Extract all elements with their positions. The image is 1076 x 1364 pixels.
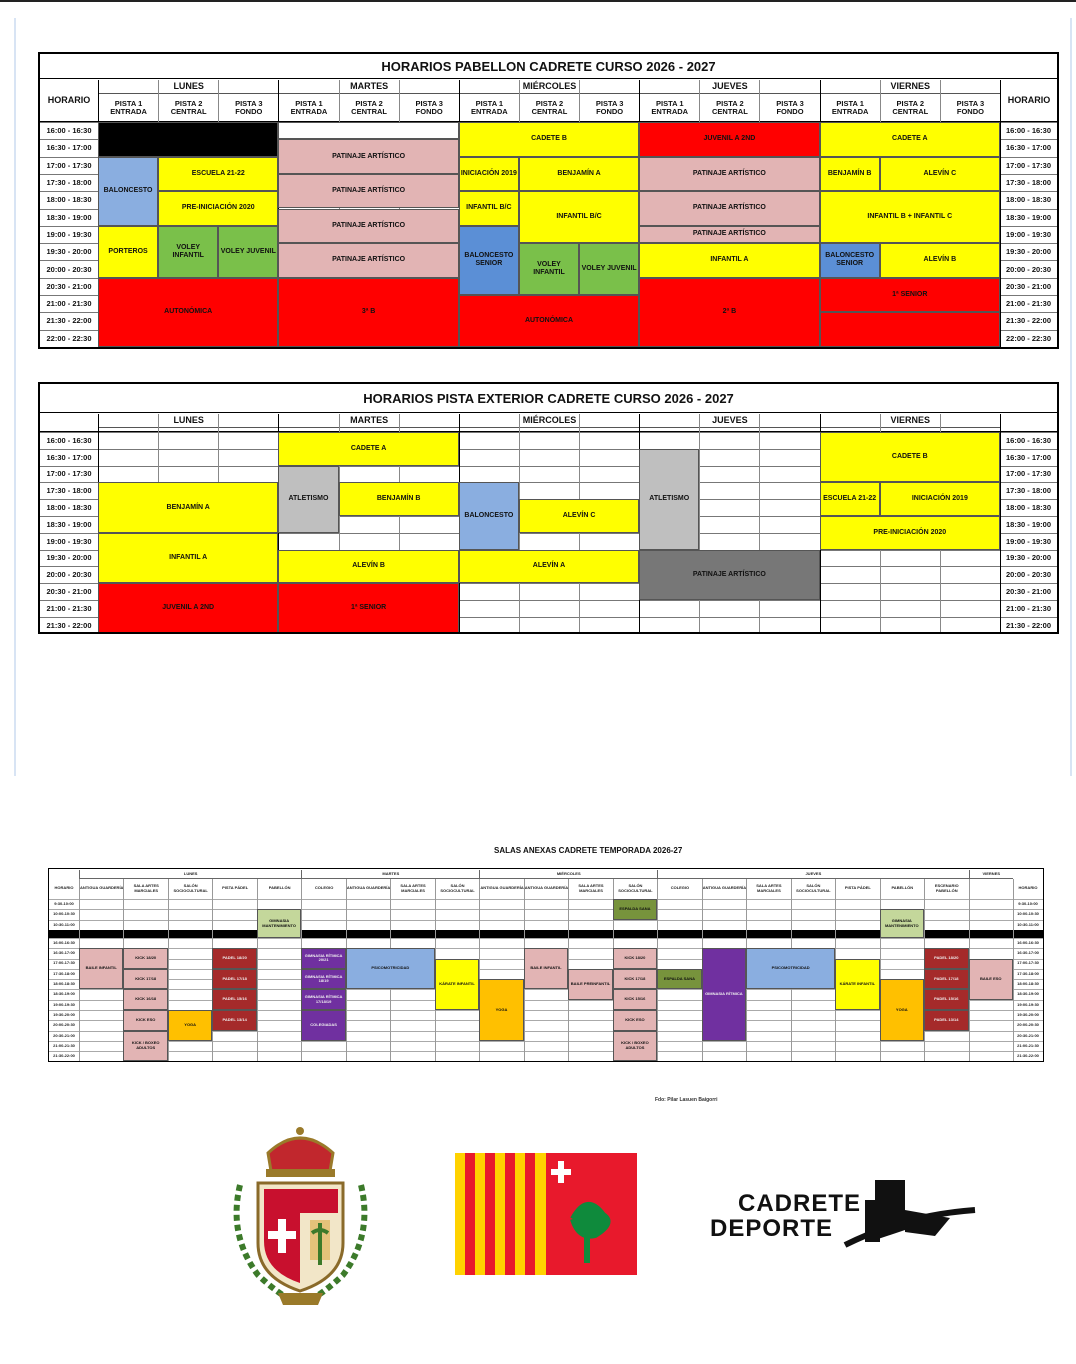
pista-header-0: PISTA 1 ENTRADA [98, 94, 158, 122]
time-slot-left: 18:30 - 19:00 [46, 519, 92, 529]
salas-column-header-5: COLEGIO [301, 879, 345, 898]
schedule-block: INFANTIL B + INFANTIL C [820, 191, 1000, 243]
salas-block: BAILE INFANTIL [79, 948, 123, 989]
salas-time-left: 9:30-10:00 [54, 900, 74, 906]
salas-block: ESPALDA SANA [613, 899, 657, 920]
salas-horario-left: HORARIO [54, 885, 74, 891]
salas-time-right: 17:30-18:00 [1017, 970, 1039, 976]
salas-block: BAILE INFANTIL [524, 948, 568, 989]
salas-block: BAILE ESO [969, 959, 1013, 1000]
salas-column-header-1: SALA ARTES MARCIALES [123, 879, 167, 898]
schedule-block: CADETE B [820, 432, 1000, 482]
salas-block: KICK 16/18 [123, 989, 167, 1010]
salas-time-right: 9:30-10:00 [1018, 900, 1038, 906]
time-slot-left: 21:00 - 21:30 [46, 603, 92, 613]
schedule-block: JUVENIL A 2ND [639, 122, 819, 157]
time-slot-left: 20:00 - 20:30 [46, 570, 92, 580]
schedule-block: INFANTIL A [98, 533, 278, 583]
time-slot-left: 20:30 - 21:00 [46, 281, 92, 291]
salas-block: PADEL 15/16 [924, 989, 968, 1010]
salas-column-header-4: PABELLÓN [257, 879, 301, 898]
pista-header-14: PISTA 3 FONDO [940, 94, 1000, 122]
salas-column-header-15: SALA ARTES MARCIALES [746, 879, 790, 898]
salas-block: GIMNASIA MANTENIMIENTO [880, 909, 924, 938]
salas-time-right: 19:00-19:30 [1017, 1001, 1039, 1007]
salas-row-line [49, 1041, 1043, 1042]
row-line [40, 347, 1057, 348]
salas-time-left: 21:00-21:30 [53, 1042, 75, 1048]
schedule-block: VOLEY INFANTIL [519, 243, 579, 295]
time-slot-left: 16:30 - 17:00 [46, 452, 92, 462]
salas-block: KÁRATE INFANTIL [435, 959, 479, 1011]
salas-time-left: 18:30-19:00 [53, 991, 75, 997]
time-slot-right: 18:30 - 19:00 [1005, 519, 1052, 529]
salas-column-header-12: SALÓN SOCIOCULTURAL [613, 879, 657, 898]
schedule-block: AUTONÓMICA [459, 295, 639, 347]
salas-block: KICK 18/20 [613, 948, 657, 969]
salas-block: GIMNASIA RÍTMICA 20/21 [301, 948, 345, 969]
salas-block: KICK / BOXEO ADULTOS [613, 1031, 657, 1062]
salas-block: PADEL 18/20 [924, 948, 968, 969]
horario-header-right: HORARIO [1000, 80, 1057, 122]
salas-column-header-7: SALA ARTES MARCIALES [390, 879, 434, 898]
day-header-0: LUNES [98, 414, 278, 428]
salas-column-header-8: SALÓN SOCIOCULTURAL [435, 879, 479, 898]
time-slot-left: 18:00 - 18:30 [46, 195, 92, 205]
schedule-block: ALEVÍN B [278, 550, 458, 584]
salas-time-left: 20:30-21:00 [53, 1032, 75, 1038]
schedule-block: BALONCESTO [459, 482, 519, 549]
schedule-block: PATINAJE ARTÍSTICO [639, 550, 819, 600]
salas-row-line [49, 938, 1043, 939]
schedule-block: ALEVÍN B [880, 243, 1000, 278]
time-slot-right: 17:30 - 18:00 [1005, 178, 1052, 188]
pista-header-11: PISTA 3 FONDO [759, 94, 819, 122]
time-slot-left: 18:30 - 19:00 [46, 212, 92, 222]
time-slot-right: 22:00 - 22:30 [1005, 333, 1052, 343]
schedule-block: INFANTIL B/C [519, 191, 639, 243]
schedule-block: 1ª SENIOR [820, 278, 1000, 313]
horario-header-left: HORARIO [47, 95, 91, 106]
salas-block: PADEL 17/18 [212, 969, 256, 990]
salas-time-left: 16:30-17:00 [53, 950, 75, 956]
salas-row-line [49, 1051, 1043, 1052]
schedule-block: BALONCESTO [98, 157, 158, 226]
schedule-block [98, 122, 278, 157]
salas-time-right: 21:30-22:00 [1017, 1053, 1039, 1059]
cadrete-deporte-logo [705, 1170, 985, 1260]
pabellon-schedule-table [38, 52, 1059, 349]
pista-header-8: PISTA 3 FONDO [579, 94, 639, 122]
exterior-schedule-table [38, 382, 1059, 634]
schedule-block: 3ª B [278, 278, 458, 347]
schedule-block: BENJAMÍN A [98, 482, 278, 532]
time-slot-right: 19:30 - 20:00 [1005, 247, 1052, 257]
salas-column-header-10: ANTIGUA GUARDERÍA [524, 879, 568, 898]
salas-block: BAILE PREINFANTIL [568, 969, 612, 1000]
schedule-block: PATINAJE ARTÍSTICO [278, 209, 458, 244]
schedule-block: ATLETISMO [639, 449, 699, 550]
salas-column-header-16: SALÓN SOCIOCULTURAL [791, 879, 835, 898]
schedule-block: PORTEROS [98, 226, 158, 278]
day-header-2: MIÉRCOLES [459, 414, 639, 428]
pista-header-5: PISTA 3 FONDO [399, 94, 459, 122]
salas-time-left: 17:00-17:30 [53, 960, 75, 966]
salas-time-right: 10:30-11:00 [1017, 921, 1039, 927]
salas-column-header-18: PABELLÓN [880, 879, 924, 898]
salas-time-left: 19:30-20:00 [53, 1011, 75, 1017]
schedule-block: CADETE B [459, 122, 639, 157]
day-header-2: MIÉRCOLES [459, 80, 639, 94]
schedule-block: 1ª SENIOR [278, 583, 458, 633]
salas-column-header-14: ANTIGUA GUARDERÍA [702, 879, 746, 898]
salas-time-left: 21:30-22:00 [53, 1053, 75, 1059]
salas-block: PSICOMOTRICIDAD [346, 948, 435, 989]
schedule-block: AUTONÓMICA [98, 278, 278, 347]
salas-time-left: 10:00-10:30 [53, 911, 75, 917]
salas-horario-right: HORARIO [1018, 885, 1038, 891]
time-slot-left: 17:00 - 17:30 [46, 469, 92, 479]
salas-column-header-11: SALA ARTES MARCIALES [568, 879, 612, 898]
salas-column-header-17: PISTA PÁDEL [835, 879, 879, 898]
schedule-block: ALEVÍN C [880, 157, 1000, 192]
pista-header-13: PISTA 2 CENTRAL [880, 94, 940, 122]
salas-time-right: 18:30-19:00 [1017, 991, 1039, 997]
time-slot-left: 16:30 - 17:00 [46, 143, 92, 153]
salas-time-left: 10:30-11:00 [53, 921, 75, 927]
time-slot-right: 21:30 - 22:00 [1005, 620, 1052, 630]
salas-block: GIMNASIA RÍTMICA 17/18/19 [301, 989, 345, 1010]
brand-line-2: DEPORTE [710, 1215, 834, 1242]
time-slot-left: 21:00 - 21:30 [46, 299, 92, 309]
time-slot-left: 16:00 - 16:30 [46, 126, 92, 136]
salas-block: KICK ESO [613, 1010, 657, 1031]
salas-block: KICK 17/18 [613, 969, 657, 990]
time-slot-right: 21:00 - 21:30 [1005, 299, 1052, 309]
schedule-block: JUVENIL A 2ND [98, 583, 278, 633]
salas-column-header-13: COLEGIO [657, 879, 701, 898]
schedule-block: INICIACIÓN 2019 [880, 482, 1000, 516]
signature-credit: Fdo: Pilar Lasuen Baigorri [655, 1097, 718, 1103]
salas-block: PADEL 15/16 [212, 989, 256, 1010]
salas-time-left: 17:30-18:00 [53, 970, 75, 976]
salas-column-header-2: SALÓN SOCIOCULTURAL [168, 879, 212, 898]
salas-time-right: 20:30-21:00 [1017, 1032, 1039, 1038]
day-header-0: LUNES [98, 80, 278, 94]
salas-day-header-2: MIÉRCOLES [479, 870, 657, 879]
time-slot-right: 19:30 - 20:00 [1005, 553, 1052, 563]
time-slot-left: 17:30 - 18:00 [46, 486, 92, 496]
schedule-block: ALEVÍN C [519, 499, 639, 533]
salas-block: KÁRATE INFANTIL [835, 959, 879, 1011]
salas-block: PADEL 13/14 [924, 1010, 968, 1031]
time-slot-right: 16:30 - 17:00 [1005, 143, 1052, 153]
salas-day-header-1: MARTES [301, 870, 479, 879]
schedule-block: PATINAJE ARTÍSTICO [278, 139, 458, 174]
salas-block: KICK ESO [123, 1010, 167, 1031]
salas-time-right: 16:30-17:00 [1017, 950, 1039, 956]
time-slot-right: 20:00 - 20:30 [1005, 264, 1052, 274]
schedule-block: PATINAJE ARTÍSTICO [639, 226, 819, 243]
salas-block: PADEL 17/18 [924, 969, 968, 990]
salas-block: GIMNASIA MANTENIMIENTO [257, 909, 301, 938]
salas-day-header-3: JUEVES [657, 870, 968, 879]
time-slot-right: 19:00 - 19:30 [1005, 229, 1052, 239]
time-slot-left: 21:30 - 22:00 [46, 620, 92, 630]
salas-block: COLEGIADAS [301, 1010, 345, 1041]
schedule-block: VOLEY INFANTIL [158, 226, 218, 278]
salas-block: PSICOMOTRICIDAD [746, 948, 835, 989]
time-slot-right: 16:00 - 16:30 [1005, 435, 1052, 445]
time-slot-right: 18:00 - 18:30 [1005, 503, 1052, 513]
time-slot-left: 20:30 - 21:00 [46, 587, 92, 597]
col-line [699, 414, 700, 634]
time-slot-left: 17:30 - 18:00 [46, 178, 92, 188]
salas-day-header-0: LUNES [79, 870, 301, 879]
schedule-block: ESCUELA 21-22 [158, 157, 278, 192]
salas-time-right: 16:00-16:30 [1017, 939, 1039, 945]
pista-header-2: PISTA 3 FONDO [218, 94, 278, 122]
salas-time-right: 17:00-17:30 [1017, 960, 1039, 966]
salas-time-right: 10:00-10:30 [1017, 911, 1039, 917]
time-slot-right: 21:00 - 21:30 [1005, 603, 1052, 613]
schedule-block: INICIACIÓN 2019 [459, 157, 519, 192]
time-slot-left: 19:00 - 19:30 [46, 229, 92, 239]
schedule-block: BALONCESTO SENIOR [820, 243, 880, 278]
schedule-block: 2ª B [639, 278, 819, 347]
schedule-block: PATINAJE ARTÍSTICO [639, 157, 819, 192]
salas-time-right: 21:00-21:30 [1017, 1042, 1039, 1048]
time-slot-right: 20:30 - 21:00 [1005, 587, 1052, 597]
salas-block: ESPALDA SANA [657, 969, 701, 990]
time-slot-right: 20:30 - 21:00 [1005, 281, 1052, 291]
pista-header-4: PISTA 2 CENTRAL [339, 94, 399, 122]
salas-block: PADEL 18/20 [212, 948, 256, 969]
salas-schedule-table [48, 868, 1044, 1062]
time-slot-right: 17:00 - 17:30 [1005, 469, 1052, 479]
day-header-4: VIERNES [820, 414, 1000, 428]
time-slot-left: 17:00 - 17:30 [46, 160, 92, 170]
salas-column-header-9: ANTIGUA GUARDERÍA [479, 879, 523, 898]
salas-block: YOGA [168, 1010, 212, 1041]
brand-line-1: CADRETE [738, 1190, 862, 1217]
cadrete-coat-of-arms-logo [218, 1125, 383, 1307]
salas-title: SALAS ANEXAS CADRETE TEMPORADA 2026-27 [494, 846, 683, 855]
pista-header-1: PISTA 2 CENTRAL [158, 94, 218, 122]
salas-time-right: 19:30-20:00 [1017, 1011, 1039, 1017]
schedule-block [820, 312, 1000, 347]
time-slot-right: 20:00 - 20:30 [1005, 570, 1052, 580]
time-slot-left: 21:30 - 22:00 [46, 316, 92, 326]
time-slot-left: 22:00 - 22:30 [46, 333, 92, 343]
pista-header-7: PISTA 2 CENTRAL [519, 94, 579, 122]
time-slot-left: 19:00 - 19:30 [46, 536, 92, 546]
salas-block: YOGA [479, 979, 523, 1041]
time-slot-right: 18:30 - 19:00 [1005, 212, 1052, 222]
time-slot-left: 16:00 - 16:30 [46, 435, 92, 445]
salas-time-left: 16:00-16:30 [53, 939, 75, 945]
day-header-1: MARTES [278, 80, 458, 94]
salas-row-line [49, 899, 1043, 900]
schedule-block: ALEVÍN A [459, 550, 639, 584]
schedule-block: BALONCESTO SENIOR [459, 226, 519, 295]
schedule-block: BENJAMÍN B [339, 482, 459, 516]
pista-header-6: PISTA 1 ENTRADA [459, 94, 519, 122]
time-slot-right: 17:00 - 17:30 [1005, 160, 1052, 170]
salas-column-header-6: ANTIGUA GUARDERÍA [346, 879, 390, 898]
day-header-3: JUEVES [639, 414, 819, 428]
salas-row-line [49, 1062, 1043, 1063]
time-slot-left: 19:30 - 20:00 [46, 247, 92, 257]
time-slot-left: 18:00 - 18:30 [46, 503, 92, 513]
schedule-block: PRE-INICIACIÓN 2020 [820, 516, 1000, 550]
salas-time-right: 18:00-18:30 [1017, 981, 1039, 987]
cadrete-flag-logo [455, 1153, 637, 1275]
salas-time-left: 19:00-19:30 [53, 1001, 75, 1007]
schedule-block: CADETE A [278, 432, 458, 466]
schedule-block: PATINAJE ARTÍSTICO [278, 174, 458, 209]
time-slot-left: 20:00 - 20:30 [46, 264, 92, 274]
salas-block: KICK 15/16 [613, 989, 657, 1010]
salas-day-header-4: VIERNES [969, 870, 1013, 879]
top-border [0, 0, 1076, 2]
pista-header-10: PISTA 2 CENTRAL [699, 94, 759, 122]
pista-header-9: PISTA 1 ENTRADA [639, 94, 699, 122]
schedule-block: PATINAJE ARTÍSTICO [639, 191, 819, 226]
schedule-block: INFANTIL B/C [459, 191, 519, 226]
salas-block: PADEL 13/14 [212, 1010, 256, 1031]
schedule-block: BENJAMÍN B [820, 157, 880, 192]
schedule-block: CADETE A [820, 122, 1000, 157]
salas-column-header-0: ANTIGUA GUARDERÍA [79, 879, 123, 898]
schedule-block: INFANTIL A [639, 243, 819, 278]
schedule-block: VOLEY JUVENIL [579, 243, 639, 295]
salas-block: KICK 18/20 [123, 948, 167, 969]
day-header-3: JUEVES [639, 80, 819, 94]
schedule-block [278, 122, 458, 139]
time-slot-right: 21:30 - 22:00 [1005, 316, 1052, 326]
time-slot-right: 17:30 - 18:00 [1005, 486, 1052, 496]
time-slot-right: 19:00 - 19:30 [1005, 536, 1052, 546]
schedule-block: BENJAMÍN A [519, 157, 639, 192]
salas-time-left: 20:00-20:30 [53, 1022, 75, 1028]
time-slot-right: 16:30 - 17:00 [1005, 452, 1052, 462]
schedule-block: PRE-INICIACIÓN 2020 [158, 191, 278, 226]
salas-col-line [257, 879, 258, 1062]
salas-block: KICK 17/18 [123, 969, 167, 990]
salas-column-header-19: ESCENARIO PABELLÓN [924, 879, 968, 898]
schedule-block: VOLEY JUVENIL [218, 226, 278, 278]
schedule-block: ATLETISMO [278, 466, 338, 533]
pista-header-12: PISTA 1 ENTRADA [820, 94, 880, 122]
col-line [759, 414, 760, 634]
salas-column-header-3: PISTA PÁDEL [212, 879, 256, 898]
exterior-title: HORARIOS PISTA EXTERIOR CADRETE CURSO 2026 - 2027 [40, 384, 1057, 413]
time-slot-right: 16:00 - 16:30 [1005, 126, 1052, 136]
salas-block: KICK / BOXEO ADULTOS [123, 1031, 167, 1062]
day-header-1: MARTES [278, 414, 458, 428]
salas-time-left: 18:00-18:30 [53, 981, 75, 987]
schedule-block: PATINAJE ARTÍSTICO [278, 243, 458, 278]
salas-block: GIMNASIA RÍTMICA 18/19 [301, 969, 345, 990]
time-slot-left: 19:30 - 20:00 [46, 553, 92, 563]
time-slot-right: 18:00 - 18:30 [1005, 195, 1052, 205]
pista-header-3: PISTA 1 ENTRADA [278, 94, 338, 122]
schedule-block: ESCUELA 21-22 [820, 482, 880, 516]
salas-block: YOGA [880, 979, 924, 1041]
salas-time-right: 20:00-20:30 [1017, 1022, 1039, 1028]
salas-block: GIMNASIA RÍTMICA [702, 948, 746, 1041]
day-header-4: VIERNES [820, 80, 1000, 94]
pabellon-title: HORARIOS PABELLON CADRETE CURSO 2026 - 2027 [40, 54, 1057, 79]
